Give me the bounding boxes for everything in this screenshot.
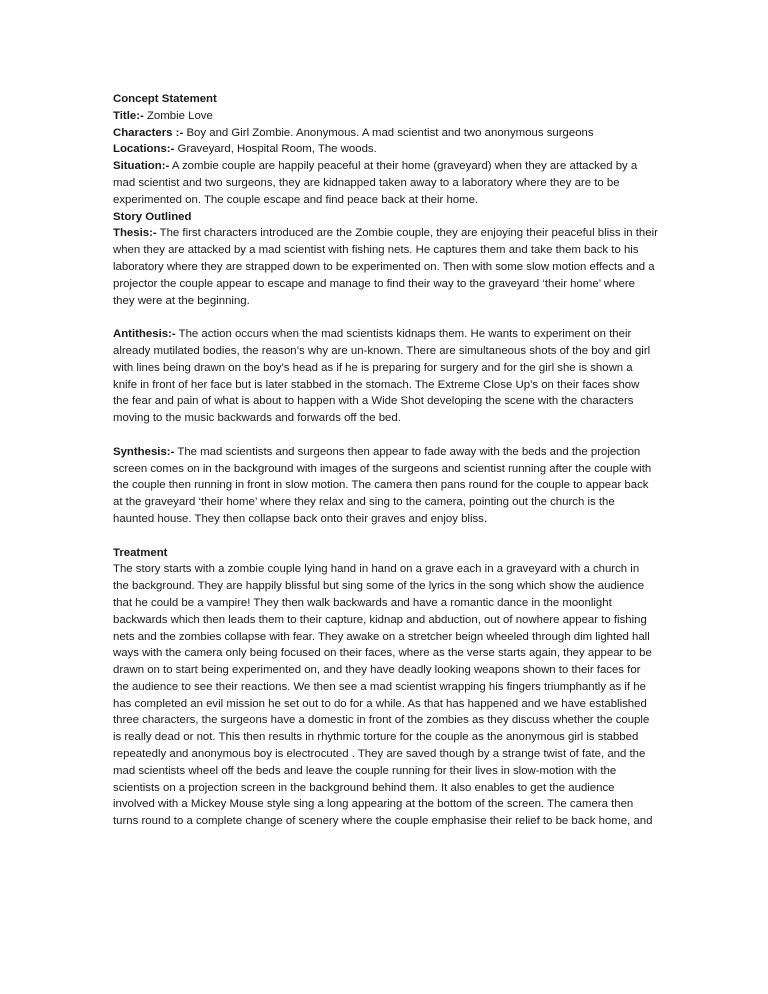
antithesis-label: Antithesis:- [113, 328, 176, 341]
treatment-heading: Treatment [113, 546, 168, 559]
paragraph-gap [113, 427, 658, 444]
thesis-label: Thesis:- [113, 227, 157, 240]
title-label: Title:- [113, 109, 144, 122]
title-line [113, 108, 658, 125]
locations-line [113, 141, 658, 158]
situation-value: A zombie couple are happily peaceful at their home (graveyard) when they are attacked by a mad scientist and two surgeons, they are kidnapped taken away to a laboratory where they are to be experimented on. The couple escape and find peace back at their home. [113, 160, 638, 206]
characters-value: Boy and Girl Zombie. Anonymous. A mad scientist and two anonymous surgeons [183, 126, 594, 139]
characters-line [113, 125, 658, 142]
characters-label: Characters :- [113, 126, 184, 139]
synthesis-value: The mad scientists and surgeons then appear to fade away with the beds and the projection screen comes on in the background with images of the surgeons and scientist running after the couple with the couple then running in front in slow motion. The camera then pans round for the couple to appear back at the graveyard ‘their home’ where they relax and sing to the camera, pointing out the church is the haunted house. They then collapse back onto their graves and enjoy bliss. [113, 445, 652, 525]
synthesis-paragraph [113, 444, 658, 528]
synthesis-label: Synthesis:- [113, 445, 175, 458]
document-page [113, 91, 658, 830]
thesis-paragraph [113, 225, 658, 309]
paragraph-gap [113, 309, 658, 326]
title-value: Zombie Love [143, 109, 213, 122]
situation-label: Situation:- [113, 160, 170, 173]
treatment-paragraph: The story starts with a zombie couple lying hand in hand on a grave each in a graveyard with a church in the background. They are happily blissful but sing some of the lyrics in the song which show the audience that he could be a vampire! They then walk backwards and have a romantic dance in the moonlight backwards which then leads them to their capture, kidnap and abduction, out of nowhere appear to fishing nets and the zombies collapse with fear. They awake on a stretcher beign wheeled through dim lighted hall ways with the camera only being focused on their faces, where as the verse starts again, they appear to be drawn on to start being experimented on, and they have deadly looking weapons shown to their faces for the audience to see their reactions. We then see a mad scientist wrapping his fingers triumphantly as if he has completed an evil mission he set out to do for a while. As that has happened and we have established three characters, the surgeons have a domestic in front of the zombies as they discuss whether the couple is really dead or not. This then results in rhythmic torture for the couple as the anonymous girl is stabbed repeatedly and anonymous boy is electrocuted . They are saved though by a strange twist of fate, and the mad scientists wheel off the beds and leave the couple running for their lives in slow-motion with the scientists on a projection screen in the background behind them. It also enables to get the audience involved with a Mickey Mouse style sing a long appearing at the bottom of the screen. The camera then turns round to a complete change of scenery where the couple emphasise their relief to be back home, and [113, 563, 653, 828]
concept-heading: Concept Statement [113, 93, 217, 105]
situation-paragraph [113, 158, 658, 208]
locations-value: Graveyard, Hospital Room, The woods. [174, 143, 377, 156]
thesis-value: The first characters introduced are the Zombie couple, they are enjoying their peaceful bliss in their when they are attacked by a mad scientist with fishing nets. He captures them and take them back to his laboratory where they are strapped down to be experimented on. Then with some slow motion effects and a projector the couple appear to escape and manage to find their way to the graveyard ‘their home’ where they were at the beginning. [113, 227, 658, 307]
paragraph-gap [113, 528, 658, 545]
locations-label: Locations:- [113, 143, 175, 156]
antithesis-value: The action occurs when the mad scientists kidnaps them. He wants to experiment on their already mutilated bodies, the reason’s why are un-known. There are simultaneous shots of the boy and girl with lines being drawn on the boy’s head as if he is preparing for surgery and for the girl she is shown a knife in front of her face but is later stabbed in the stomach. The Extreme Close Up’s on their faces show the fear and pain of what is about to happen with a Wide Shot developing the scene with the characters moving to the music backwards and forwards off the bed. [113, 328, 651, 425]
antithesis-paragraph [113, 326, 658, 427]
story-heading: Story Outlined [113, 210, 192, 223]
